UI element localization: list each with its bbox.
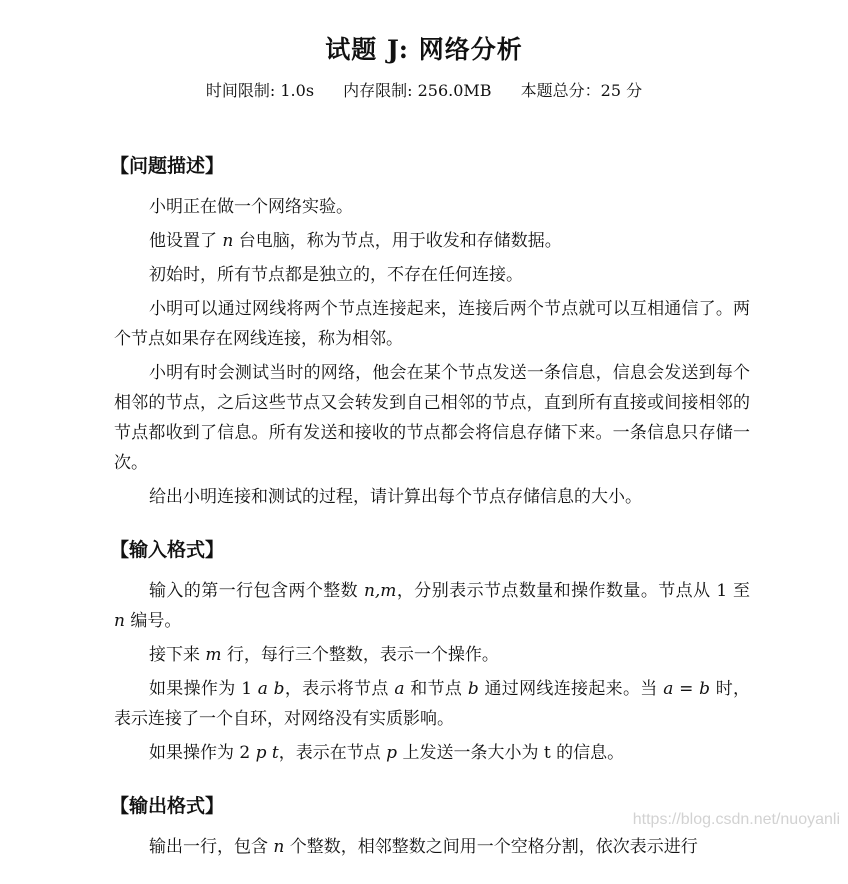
text-run: 行，每行三个整数，表示一个操作。 [221,645,499,665]
paragraph [114,640,750,670]
math-variable: m [205,645,222,665]
paragraph [114,192,750,222]
text-run: ，表示在节点 [278,743,387,763]
text-run: 通过网线连接起来。当 [478,679,664,699]
text-run: 时，表示连接了一个自环，对网络没有实质影响。 [114,679,751,729]
math-variable: a [663,679,674,699]
paragraph [114,226,750,256]
section-heading: 【问题描述】 [110,155,225,177]
math-variable: a b [257,679,285,699]
text-run: 小明可以通过网线将两个节点连接起来，连接后两个节点就可以互相通信了。两个节点如果存在网线连接，称为相邻。 [114,299,750,349]
text-run: 编号。 [124,611,182,631]
text-run: 给出小明连接和测试的过程，请计算出每个节点存储信息的大小。 [149,487,642,507]
text-run: ，分别表示节点数量和操作数量。节点从 1 至 [396,581,751,601]
math-variable: b [467,679,479,699]
section-heading: 【输入格式】 [110,539,225,561]
text-run: ，表示将节点 [284,679,395,699]
math-variable: b [699,679,710,699]
math-variable: n,m [363,581,397,601]
text-run: = [673,679,700,699]
text-run: 如果操作为 2 [149,743,256,763]
paragraph [114,576,750,636]
section [110,150,750,512]
math-variable: n [114,611,125,631]
math-variable: p [386,743,398,763]
paragraph [114,358,750,478]
paragraph [114,482,750,512]
text-run: 小明正在做一个网络实验。 [149,197,353,217]
text-run: 他设置了 [149,231,223,251]
text-run: 初始时，所有节点都是独立的，不存在任何连接。 [149,265,523,285]
text-run: 输出一行，包含 [149,837,274,857]
paragraph [114,294,750,354]
paragraph [114,674,750,734]
math-variable: p t [255,743,279,763]
math-variable: a [394,679,405,699]
problem-title: 试题 J: 网络分析 [325,35,523,64]
text-run: 如果操作为 1 [149,679,258,699]
paragraph [114,832,750,862]
math-variable: n [222,231,234,251]
text-run: 输入的第一行包含两个整数 [149,581,364,601]
text-run: 上发送一条大小为 t 的信息。 [397,743,625,763]
section [110,534,751,768]
text-run: 小明有时会测试当时的网络，他会在某个节点发送一条信息，信息会发送到每个相邻的节点，之后这些节点又会转发到自己相邻的节点，直到所有直接或间接相邻的节点都收到了信息。所有发送和接收的节点都会将信息存储下来。一条信息只存储一次。 [114,363,750,473]
text-run: 个整数，相邻整数之间用一个空格分割，依次表示进行 [284,837,698,857]
problem-limits [0,78,848,101]
math-variable: n [273,837,285,857]
time-limit: 时间限制: 1.0s [205,81,315,100]
text-run: 接下来 [149,645,206,665]
paragraph [114,260,750,290]
total-score: 本题总分：25 分 [520,81,643,100]
memory-limit: 内存限制: 256.0MB [343,81,492,100]
text-run: 台电脑，称为节点，用于收发和存储数据。 [233,231,562,251]
section-heading: 【输出格式】 [110,795,225,817]
paragraph [114,738,750,768]
problem-body [110,150,751,884]
watermark: https://blog.csdn.net/nuoyanli [632,811,840,828]
text-run: 和节点 [404,679,468,699]
